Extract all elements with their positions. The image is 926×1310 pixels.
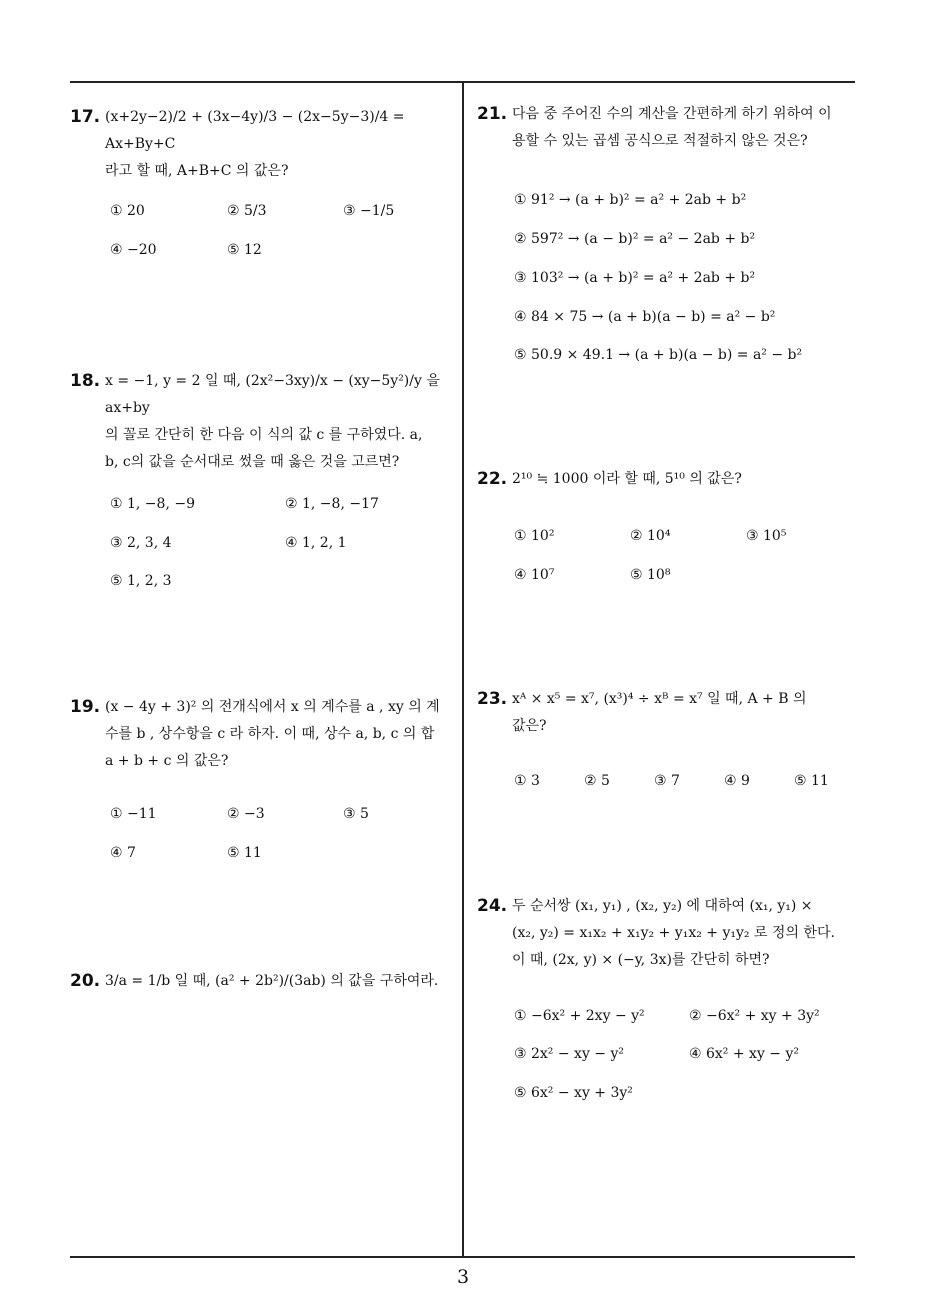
question-stem <box>105 694 460 775</box>
choice-3[interactable]: ③ 7 <box>654 773 680 789</box>
question-21 <box>477 101 862 155</box>
stem-line: b, c의 값을 순서대로 썼을 때 옳은 것을 고르면? <box>105 454 400 470</box>
choice-2[interactable]: ② −6x² + xy + 3y² <box>689 1008 820 1024</box>
question-number: 18. <box>70 371 101 391</box>
stem-line: (x − 4y + 3)² 의 전개식에서 x 의 계수를 a , xy 의 계 <box>105 699 440 715</box>
choice-5[interactable]: ⑤ 6x² − xy + 3y² <box>514 1085 633 1101</box>
question-24 <box>477 893 862 974</box>
choice-5[interactable]: ⑤ 12 <box>227 242 262 258</box>
stem-line: (x₂, y₂) = x₁x₂ + x₁y₂ + y₁x₂ + y₁y₂ 로 정의 한다. <box>512 925 835 941</box>
choice-3[interactable]: ③ −1/5 <box>343 203 395 219</box>
stem-line: 다음 중 주어진 수의 계산을 간편하게 하기 위하여 이 <box>512 106 832 122</box>
question-stem <box>512 101 862 155</box>
question-stem <box>512 466 862 493</box>
stem-line: 의 꼴로 간단히 한 다음 이 식의 값 c 를 구하였다. a, <box>105 427 423 443</box>
choice-3[interactable]: ③ 5 <box>343 806 369 822</box>
question-22 <box>477 466 862 493</box>
page-number: 3 <box>456 1266 470 1288</box>
choice-3[interactable]: ③ 2, 3, 4 <box>110 535 172 551</box>
choice-1[interactable]: ① 10² <box>514 528 555 544</box>
question-stem <box>512 686 862 740</box>
stem-line: 수를 b , 상수항을 c 라 하자. 이 때, 상수 a, b, c 의 합 <box>105 726 435 742</box>
choice-4[interactable]: ④ 10⁷ <box>514 567 555 583</box>
stem-line: xᴬ × x⁵ = x⁷, (x³)⁴ ÷ xᴮ = x⁷ 일 때, A + B 의 <box>512 691 807 707</box>
choice-1[interactable]: ① 1, −8, −9 <box>110 496 195 512</box>
question-stem <box>105 104 460 185</box>
question-stem <box>105 968 460 995</box>
question-stem <box>512 893 862 974</box>
choice-1[interactable]: ① −6x² + 2xy − y² <box>514 1008 645 1024</box>
choice-2[interactable]: ② 5 <box>584 773 610 789</box>
question-19 <box>70 694 460 775</box>
choice-1[interactable]: ① 3 <box>514 773 540 789</box>
stem-line: x = −1, y = 2 일 때, (2x²−3xy)/x − (xy−5y²)/y 을 ax+by <box>105 373 440 416</box>
choice-3[interactable]: ③ 10⁵ <box>746 528 787 544</box>
question-18 <box>70 368 460 476</box>
stem-line: 값은? <box>512 718 547 734</box>
choice-5[interactable]: ⑤ 11 <box>794 773 829 789</box>
choice-4[interactable]: ④ 6x² + xy − y² <box>689 1046 800 1062</box>
choice-3[interactable]: ③ 103² → (a + b)² = a² + 2ab + b² <box>514 270 756 286</box>
stem-line: 3/a = 1/b 일 때, (a² + 2b²)/(3ab) 의 값을 구하여라. <box>105 973 439 989</box>
stem-line: 라고 할 때, A+B+C 의 값은? <box>105 163 289 179</box>
choice-5[interactable]: ⑤ 10⁸ <box>630 567 671 583</box>
question-number: 17. <box>70 107 101 127</box>
choice-4[interactable]: ④ −20 <box>110 242 157 258</box>
question-number: 21. <box>477 104 508 124</box>
choice-5[interactable]: ⑤ 1, 2, 3 <box>110 573 172 589</box>
stem-line: 용할 수 있는 곱셈 공식으로 적절하지 않은 것은? <box>512 133 808 149</box>
choice-2[interactable]: ② 597² → (a − b)² = a² − 2ab + b² <box>514 231 756 247</box>
question-20 <box>70 968 460 995</box>
stem-line: a + b + c 의 값은? <box>105 753 229 769</box>
choice-4[interactable]: ④ 7 <box>110 845 136 861</box>
question-stem <box>105 368 460 476</box>
question-number: 23. <box>477 689 508 709</box>
choice-2[interactable]: ② 1, −8, −17 <box>285 496 379 512</box>
choice-2[interactable]: ② −3 <box>227 806 265 822</box>
choice-5[interactable]: ⑤ 11 <box>227 845 262 861</box>
choice-5[interactable]: ⑤ 50.9 × 49.1 → (a + b)(a − b) = a² − b² <box>514 347 803 363</box>
question-23 <box>477 686 862 740</box>
stem-line: 이 때, (2x, y) × (−y, 3x)를 간단히 하면? <box>512 952 770 968</box>
choice-1[interactable]: ① 20 <box>110 203 145 219</box>
choice-4[interactable]: ④ 9 <box>724 773 750 789</box>
stem-line: (x+2y−2)/2 + (3x−4y)/3 − (2x−5y−3)/4 = Ax+By+C <box>105 109 405 152</box>
column-divider <box>462 82 464 1256</box>
bottom-rule <box>70 1256 855 1258</box>
choice-2[interactable]: ② 10⁴ <box>630 528 671 544</box>
choice-3[interactable]: ③ 2x² − xy − y² <box>514 1046 625 1062</box>
question-17 <box>70 104 460 185</box>
stem-line: 2¹⁰ ≒ 1000 이라 할 때, 5¹⁰ 의 값은? <box>512 471 742 487</box>
choice-1[interactable]: ① −11 <box>110 806 157 822</box>
question-number: 20. <box>70 971 101 991</box>
choice-4[interactable]: ④ 84 × 75 → (a + b)(a − b) = a² − b² <box>514 309 776 325</box>
question-number: 19. <box>70 697 101 717</box>
question-number: 24. <box>477 896 508 916</box>
choice-1[interactable]: ① 91² → (a + b)² = a² + 2ab + b² <box>514 192 747 208</box>
question-number: 22. <box>477 469 508 489</box>
choice-4[interactable]: ④ 1, 2, 1 <box>285 535 347 551</box>
choice-2[interactable]: ② 5/3 <box>227 203 267 219</box>
stem-line: 두 순서쌍 (x₁, y₁) , (x₂, y₂) 에 대하여 (x₁, y₁) × <box>512 898 813 914</box>
